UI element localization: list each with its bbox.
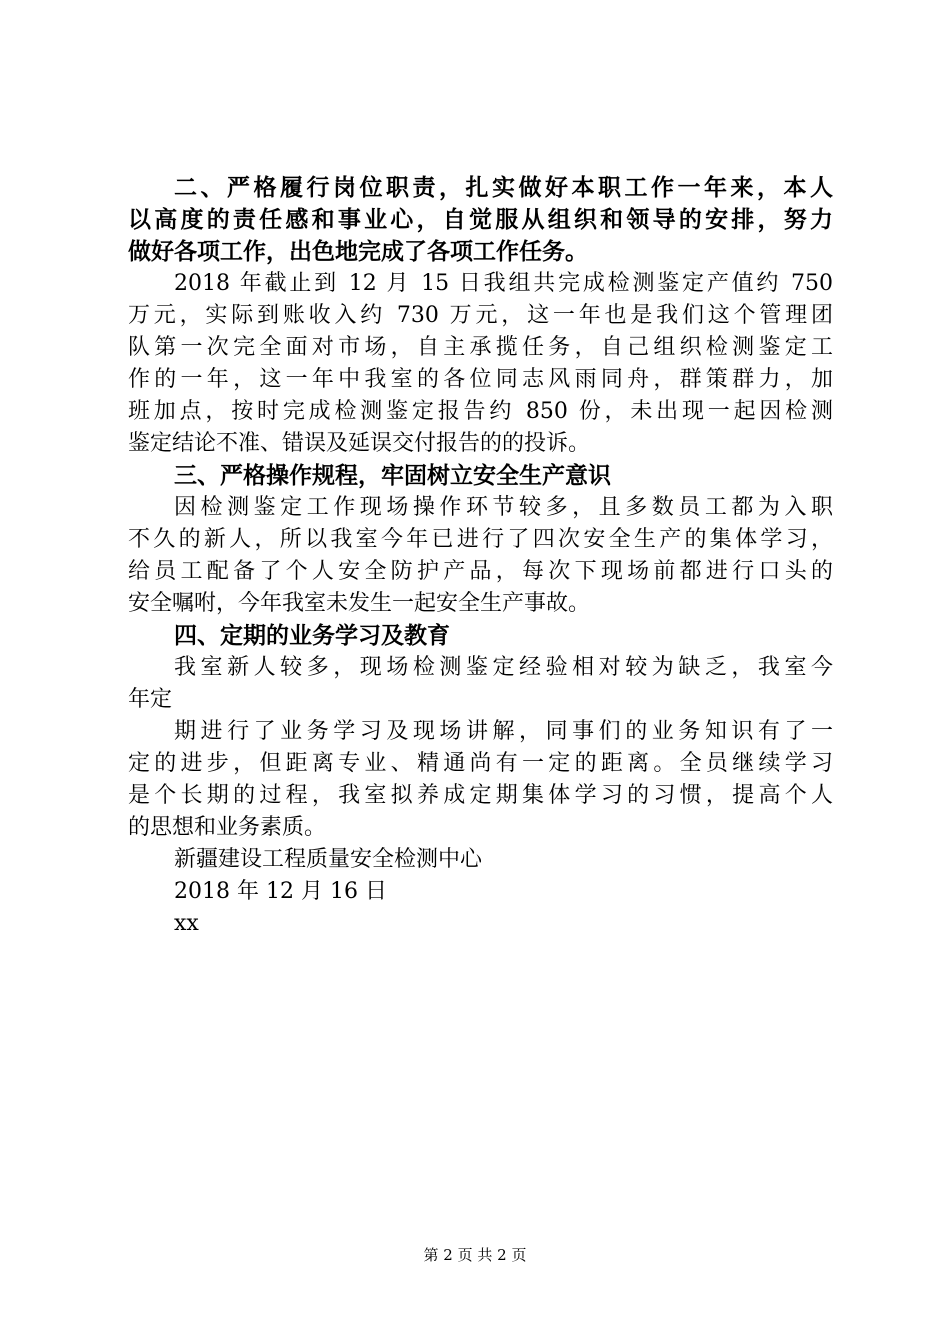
section-2-line-1: 二、严格履行岗位职责，扎实做好本职工作一年来，本人 xyxy=(174,175,833,201)
paragraph-line: 安全嘱咐，今年我室未发生一起安全生产事故。 xyxy=(128,591,591,616)
section-4-heading: 四、定期的业务学习及教育 xyxy=(174,623,450,649)
paragraph-line: 给员工配备了个人安全防护产品，每次下现场前都进行口头的 xyxy=(128,559,833,584)
paragraph-line: 鉴定结论不准、错误及延误交付报告的的投诉。 xyxy=(128,431,591,456)
paragraph-safety xyxy=(128,492,833,620)
paragraph-line: 不久的新人，所以我室今年已进行了四次安全生产的集体学习， xyxy=(128,527,833,552)
signature-date: 2018 年 12 月 16 日 xyxy=(174,879,387,904)
page-number-footer: 第 2 页 共 2 页 xyxy=(423,1246,527,1264)
paragraph-line: 我室新人较多，现场检测鉴定经验相对较为缺乏，我室今 xyxy=(174,655,833,680)
paragraph-line: 队第一次完全面对市场，自主承揽任务，自己组织检测鉴定工 xyxy=(128,335,833,360)
paragraph-training-intro xyxy=(128,652,833,716)
section-2-line-3: 做好各项工作，出色地完成了各项工作任务。 xyxy=(128,239,588,265)
signature-organization: 新疆建设工程质量安全检测中心 xyxy=(174,847,483,872)
signature-block xyxy=(128,844,833,940)
signature-name: xx xyxy=(174,911,199,936)
section-3-heading: 三、严格操作规程，牢固树立安全生产意识 xyxy=(174,463,611,489)
paragraph-output-value xyxy=(128,268,833,460)
paragraph-line: 因检测鉴定工作现场操作环节较多，且多数员工都为入职 xyxy=(174,495,833,520)
paragraph-line: 班加点，按时完成检测鉴定报告约 850 份，未出现一起因检测 xyxy=(128,399,833,424)
section-2-line-2: 以高度的责任感和事业心，自觉服从组织和领导的安排，努力 xyxy=(128,207,833,233)
paragraph-line: 的思想和业务素质。 xyxy=(128,815,327,840)
paragraph-line: 定的进步，但距离专业、精通尚有一定的距离。全员继续学习 xyxy=(128,751,833,776)
paragraph-line: 作的一年，这一年中我室的各位同志风雨同舟，群策群力，加 xyxy=(128,367,833,392)
paragraph-line: 期进行了业务学习及现场讲解，同事们的业务知识有了一 xyxy=(174,719,833,744)
paragraph-training xyxy=(128,716,833,844)
paragraph-line: 2018 年截止到 12 月 15 日我组共完成检测鉴定产值约 750 xyxy=(174,271,833,296)
section-2 xyxy=(128,172,833,268)
paragraph-line: 是个长期的过程，我室拟养成定期集体学习的习惯，提高个人 xyxy=(128,783,833,808)
paragraph-line: 万元，实际到账收入约 730 万元，这一年也是我们这个管理团 xyxy=(128,303,833,328)
document-body xyxy=(128,172,833,940)
paragraph-line: 年定 xyxy=(128,687,173,712)
